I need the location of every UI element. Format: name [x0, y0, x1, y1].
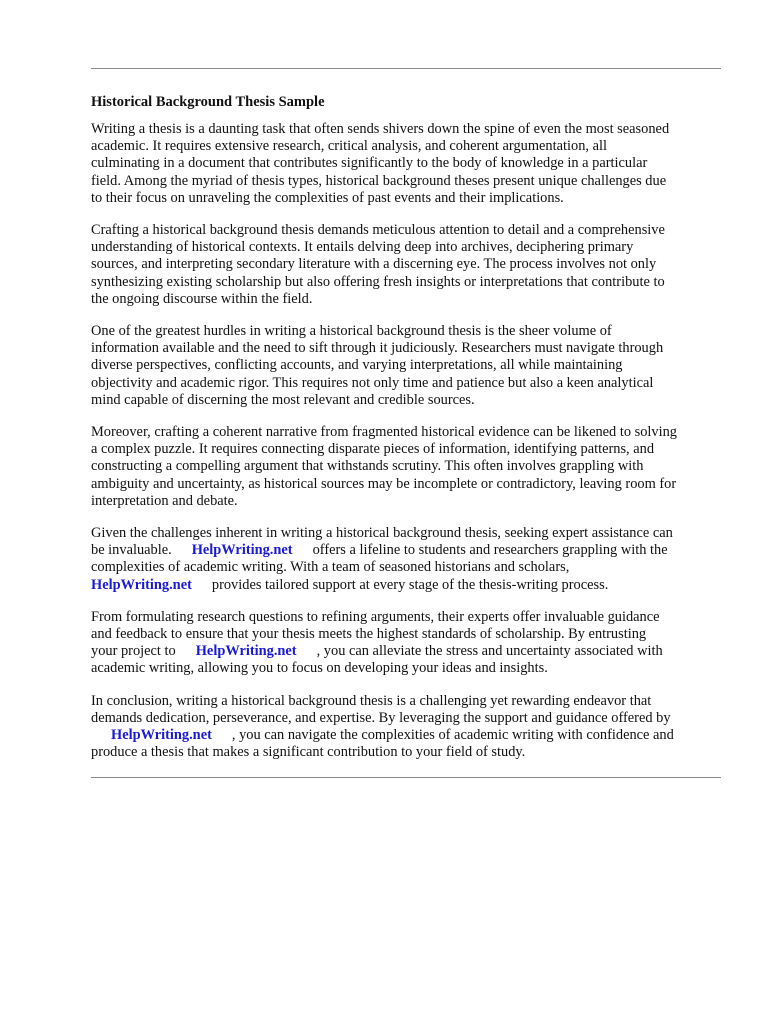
paragraph-line: [91, 643, 721, 660]
paragraph-line: and feedback to ensure that your thesis meets the highest standards of scholarship. By entrusting: [91, 626, 647, 643]
paragraph-text: be invaluable.: [91, 542, 172, 559]
paragraph-line: academic writing, allowing you to focus on developing your ideas and insights.: [91, 660, 548, 677]
top-divider: [91, 68, 721, 69]
paragraph-text: provides tailored support at every stage of the thesis-writing process.: [211, 576, 609, 593]
paragraph-line: complexities of academic writing. With a team of seasoned historians and scholars,: [91, 559, 570, 576]
helpwriting-link[interactable]: HelpWriting.net: [111, 727, 212, 744]
paragraph-line: field. Among the myriad of thesis types, historical background theses present unique challenges due: [91, 172, 667, 189]
paragraph-line: interpretation and debate.: [91, 492, 238, 509]
paragraph-line: information available and the need to sift through it judiciously. Researchers must navigate through: [91, 340, 664, 357]
paragraph-1: [91, 121, 721, 207]
helpwriting-link[interactable]: HelpWriting.net: [91, 576, 192, 593]
paragraph-line: synthesizing existing scholarship but also offering fresh insights or interpretations that contribute to: [91, 273, 665, 290]
paragraph-line: Given the challenges inherent in writing a historical background thesis, seeking expert assistance can: [91, 525, 673, 542]
paragraph-line: Moreover, crafting a coherent narrative from fragmented historical evidence can be likened to solving: [91, 424, 677, 441]
paragraph-line: demands dedication, perseverance, and expertise. By leveraging the support and guidance offered by: [91, 709, 671, 726]
paragraph-line: [91, 542, 721, 559]
bottom-divider: [91, 777, 721, 778]
paragraph-line: In conclusion, writing a historical background thesis is a challenging yet rewarding endeavor that: [91, 692, 652, 709]
paragraph-line: Crafting a historical background thesis demands meticulous attention to detail and a comprehensive: [91, 222, 665, 239]
paragraph-line: Writing a thesis is a daunting task that often sends shivers down the spine of even the most seasoned: [91, 121, 670, 137]
paragraph-line: mind capable of discerning the most relevant and credible sources.: [91, 391, 475, 408]
paragraph-text: your project to: [91, 643, 176, 660]
document-page: [91, 68, 721, 778]
paragraph-line: ambiguity and uncertainty, as historical sources may be incomplete or contradictory, leaving room for: [91, 475, 677, 492]
paragraph-text: offers a lifeline to students and researchers grappling with the: [312, 542, 668, 559]
paragraph-text: , you can alleviate the stress and uncertainty associated with: [316, 643, 663, 660]
helpwriting-link[interactable]: HelpWriting.net: [191, 542, 293, 559]
paragraph-line: produce a thesis that makes a significant contribution to your field of study.: [91, 744, 526, 761]
paragraph-line: constructing a compelling argument that withstands scrutiny. This often involves grappling with: [91, 458, 644, 475]
paragraph-text: , you can navigate the complexities of academic writing with confidence and: [231, 727, 674, 744]
helpwriting-link[interactable]: HelpWriting.net: [195, 643, 297, 660]
document-title: Historical Background Thesis Sample: [91, 94, 325, 110]
paragraph-line: One of the greatest hurdles in writing a historical background thesis is the sheer volume of: [91, 323, 612, 340]
paragraph-2: [91, 222, 721, 308]
paragraph-line: to their focus on unraveling the complexities of past events and their implications.: [91, 189, 564, 206]
paragraph-line: [91, 727, 721, 744]
paragraph-line: objectivity and academic rigor. This requires not only time and patience but also a keen analytical: [91, 374, 654, 391]
paragraph-line: sources, and interpreting secondary literature with a discerning eye. The process involves not only: [91, 256, 657, 273]
paragraph-line: a complex puzzle. It requires connecting disparate pieces of information, identifying patterns, and: [91, 441, 655, 458]
paragraph-line: academic. It requires extensive research, critical analysis, and coherent argumentation, all: [91, 138, 607, 155]
paragraph-7: [91, 693, 721, 762]
paragraph-line: understanding of historical contexts. It entails delving deep into archives, deciphering primary: [91, 239, 634, 256]
paragraph-line: culminating in a document that contributes significantly to the body of knowledge in a particular: [91, 155, 648, 172]
paragraph-line: From formulating research questions to refining arguments, their experts offer invaluable guidance: [91, 608, 660, 625]
paragraph-line: diverse perspectives, conflicting accounts, and varying interpretations, all while maintaining: [91, 357, 623, 374]
paragraph-5: [91, 525, 721, 594]
paragraph-line: [91, 577, 721, 594]
paragraph-6: [91, 609, 721, 678]
paragraph-3: [91, 323, 721, 409]
paragraph-4: [91, 424, 721, 510]
paragraph-line: the ongoing discourse within the field.: [91, 290, 313, 307]
